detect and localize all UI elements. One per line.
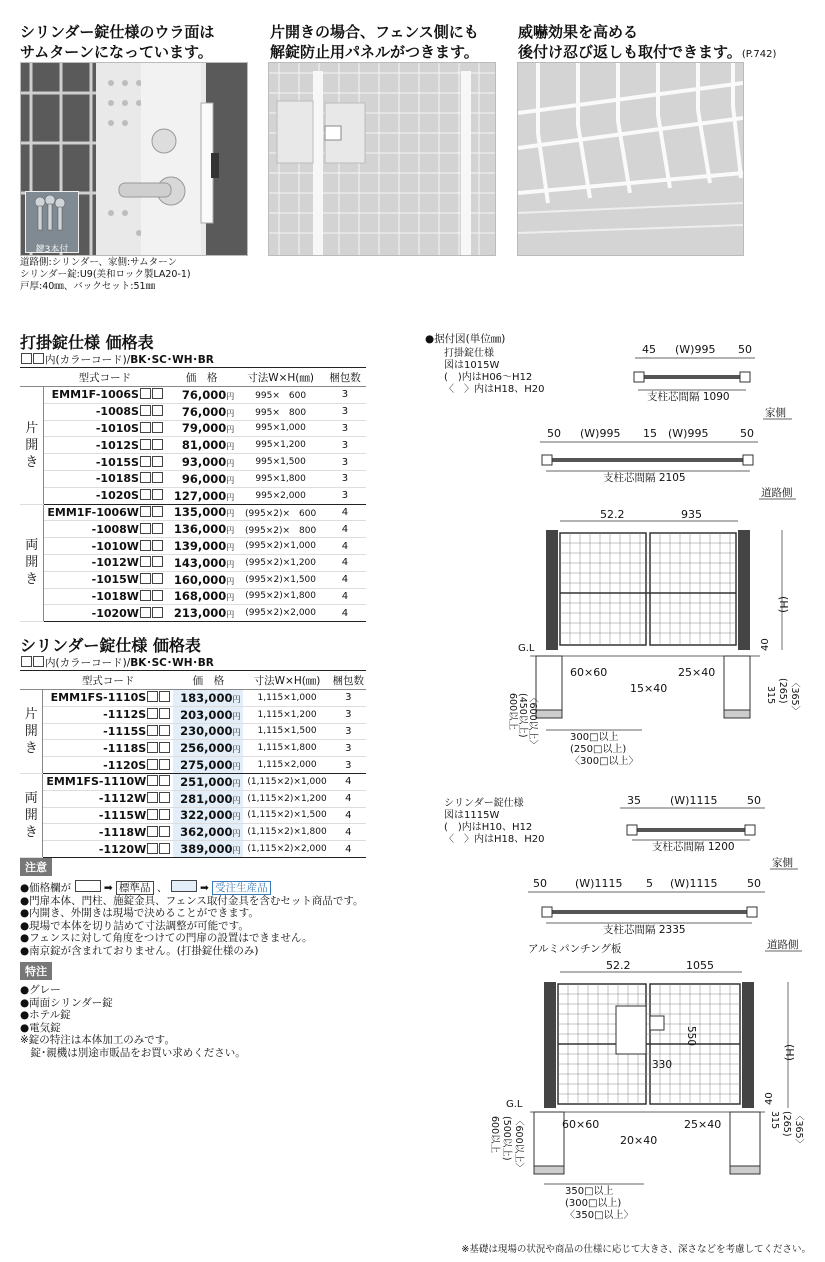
- table-row: [20, 504, 366, 521]
- table-row: [20, 824, 366, 841]
- price: 96,000円: [166, 470, 237, 487]
- size: 1,115×2,000: [243, 757, 330, 774]
- svg-text:35: 35: [627, 794, 641, 807]
- svg-text:〈350□以上〉: 〈350□以上〉: [565, 1210, 634, 1221]
- svg-text:5: 5: [646, 877, 653, 890]
- group-label: 両 開 き: [20, 504, 44, 622]
- svg-text:45: 45: [642, 343, 656, 356]
- model-code: EMM1F-1006S: [44, 387, 166, 404]
- svg-text:〈365〉: 〈365〉: [793, 1111, 804, 1149]
- price: 275,000円: [173, 757, 243, 774]
- pack-qty: 3: [331, 723, 366, 740]
- model-code: -1120S: [43, 757, 173, 774]
- price: 127,000円: [166, 487, 237, 504]
- size: (995×2)× 800: [237, 521, 324, 538]
- pack-qty: 3: [324, 437, 366, 454]
- anti-climb-illustration: [518, 63, 743, 255]
- note-item: ●フェンスに対して角度をつけての門扉の設置はできません。: [20, 932, 313, 944]
- svg-text:(W)995: (W)995: [668, 427, 709, 440]
- svg-text:550: 550: [685, 1026, 697, 1047]
- model-code: -1020S: [44, 487, 166, 504]
- table-row: [20, 420, 366, 437]
- table-row: [20, 387, 366, 404]
- svg-text:(W)1115: (W)1115: [670, 794, 718, 807]
- table-row: [20, 538, 366, 555]
- col-code: 型式コード: [44, 368, 166, 387]
- pack-qty: 4: [331, 824, 366, 841]
- model-code: -1008W: [44, 521, 166, 538]
- table-row: [20, 554, 366, 571]
- price: 76,000円: [166, 387, 237, 404]
- size: 995× 800: [237, 403, 324, 420]
- model-code: -1112S: [43, 706, 173, 723]
- svg-text:支柱芯間隔 1090: 支柱芯間隔 1090: [647, 391, 730, 403]
- model-code: -1118W: [43, 824, 173, 841]
- svg-text:52.2: 52.2: [600, 508, 625, 521]
- svg-text:〈600以上〉: 〈600以上〉: [527, 693, 538, 750]
- price: 230,000円: [173, 723, 243, 740]
- model-code: -1010W: [44, 538, 166, 555]
- size: (1,115×2)×1,200: [243, 790, 330, 807]
- svg-text:50: 50: [740, 427, 754, 440]
- svg-text:15: 15: [643, 427, 657, 440]
- svg-text:(H): (H): [777, 596, 790, 613]
- table-row: [20, 740, 366, 757]
- table-row: [20, 403, 366, 420]
- special-item: ●ホテル錠: [20, 1009, 71, 1021]
- col-code: 型式コード: [43, 671, 173, 690]
- photo-anti-climb: [517, 62, 744, 256]
- svg-text:50: 50: [747, 877, 761, 890]
- model-code: EMM1FS-1110S: [43, 690, 173, 707]
- table-row: [20, 437, 366, 454]
- model-code: -1015W: [44, 571, 166, 588]
- svg-text:(W)995: (W)995: [580, 427, 621, 440]
- svg-text:60×60: 60×60: [562, 1118, 600, 1131]
- price: 256,000円: [173, 740, 243, 757]
- price: 389,000円: [173, 841, 243, 858]
- group-label: 片 開 き: [20, 387, 44, 505]
- table-row: [20, 690, 366, 707]
- table-row: [20, 605, 366, 622]
- size: (1,115×2)×1,800: [243, 824, 330, 841]
- table-row: [20, 571, 366, 588]
- price: 281,000円: [173, 790, 243, 807]
- model-code: -1015S: [44, 454, 166, 471]
- notes-tag: 注意: [20, 858, 52, 876]
- svg-text:支柱芯間隔 2335: 支柱芯間隔 2335: [603, 924, 686, 936]
- svg-text:315: 315: [765, 686, 776, 705]
- svg-text:(300□以上): (300□以上): [565, 1198, 622, 1209]
- model-code: -1010S: [44, 420, 166, 437]
- svg-text:G.L: G.L: [518, 643, 535, 654]
- installation-diagram-latch: [420, 338, 820, 768]
- svg-text:40: 40: [764, 1092, 775, 1105]
- pack-qty: 3: [324, 454, 366, 471]
- price-table-latch: [20, 367, 366, 622]
- notes-legend: ●価格欄が ➡ 標準品 、 ➡ 受注生産品: [20, 880, 363, 895]
- special-footnote: 錠･親機は別途市販品をお買い求めください。: [20, 1046, 246, 1059]
- size: (995×2)×1,500: [237, 571, 324, 588]
- foundation-footnote: ※基礎は現場の状況や商品の仕様に応じて大きさ、深さなどを考慮してください。: [461, 1244, 811, 1255]
- svg-text:300□以上: 300□以上: [570, 732, 619, 743]
- photo3-caption: 威嚇効果を高める 後付け忍び返しも取付できます。(P.742): [518, 23, 777, 61]
- svg-text:支柱芯間隔 1200: 支柱芯間隔 1200: [652, 841, 735, 853]
- svg-text:600以上: 600以上: [489, 1116, 500, 1154]
- col-qty: 梱包数: [324, 368, 366, 387]
- size: 1,115×1,800: [243, 740, 330, 757]
- special-item: ●電気錠: [20, 1021, 61, 1034]
- svg-text:〈600以上〉: 〈600以上〉: [513, 1116, 524, 1173]
- size: (995×2)×2,000: [237, 605, 324, 622]
- svg-text:40: 40: [760, 638, 771, 651]
- price: 143,000円: [166, 554, 237, 571]
- size: (995×2)×1,800: [237, 588, 324, 605]
- model-code: -1120W: [43, 841, 173, 858]
- table-header-row: [20, 368, 366, 387]
- special-item: ●グレー: [20, 984, 61, 996]
- pack-qty: 4: [324, 538, 366, 555]
- svg-text:(H): (H): [783, 1044, 796, 1061]
- svg-text:(500以上): (500以上): [501, 1116, 512, 1161]
- svg-text:(250□以上): (250□以上): [570, 744, 627, 755]
- special-item: ●両面シリンダー錠: [20, 996, 113, 1009]
- price: 160,000円: [166, 571, 237, 588]
- svg-text:15×40: 15×40: [630, 682, 668, 695]
- pack-qty: 3: [331, 740, 366, 757]
- price: 183,000円: [173, 690, 243, 707]
- photo-single-gate: [268, 62, 496, 256]
- gate-photo-illustration: [269, 63, 495, 255]
- svg-text:935: 935: [681, 508, 702, 521]
- pack-qty: 3: [331, 706, 366, 723]
- svg-text:(W)1115: (W)1115: [575, 877, 623, 890]
- table-row: [20, 454, 366, 471]
- table-header-row: [20, 671, 366, 690]
- svg-text:家側: 家側: [765, 407, 786, 419]
- table-row: [20, 757, 366, 774]
- svg-text:50: 50: [533, 877, 547, 890]
- photo1-caption: シリンダー錠仕様のウラ面は サムターンになっています。: [20, 23, 215, 61]
- pack-qty: 4: [324, 521, 366, 538]
- model-code: -1018W: [44, 588, 166, 605]
- pack-qty: 3: [324, 470, 366, 487]
- pack-qty: 3: [331, 690, 366, 707]
- svg-text:(265): (265): [777, 678, 788, 704]
- pack-qty: 4: [331, 841, 366, 858]
- svg-text:50: 50: [747, 794, 761, 807]
- price: 213,000円: [166, 605, 237, 622]
- group-label: 片 開 き: [20, 690, 43, 774]
- table2-subtitle: 内(カラーコード)/BK･SC･WH･BR: [20, 655, 214, 670]
- price: 362,000円: [173, 824, 243, 841]
- svg-text:アルミパンチング板: アルミパンチング板: [528, 943, 622, 955]
- svg-text:52.2: 52.2: [606, 959, 631, 972]
- pack-qty: 3: [331, 757, 366, 774]
- size: (1,115×2)×1,500: [243, 807, 330, 824]
- pack-qty: 3: [324, 403, 366, 420]
- size: 995×1,800: [237, 470, 324, 487]
- model-code: EMM1FS-1110W: [43, 773, 173, 790]
- special-tag: 特注: [20, 962, 52, 980]
- table1-title: 打掛錠仕様 価格表: [20, 333, 154, 352]
- photo2-caption: 片開きの場合、フェンス側にも 解錠防止用パネルがつきます。: [270, 23, 479, 61]
- size: 1,115×1,000: [243, 690, 330, 707]
- svg-text:60×60: 60×60: [570, 666, 608, 679]
- installation-diagram-cylinder: [420, 786, 820, 1222]
- model-code: -1115S: [43, 723, 173, 740]
- model-code: -1018S: [44, 470, 166, 487]
- size: 1,115×1,500: [243, 723, 330, 740]
- note-item: ●南京錠が含まれておりません。(打掛錠仕様のみ): [20, 944, 259, 957]
- svg-text:G.L: G.L: [506, 1099, 523, 1110]
- col-price: 価 格: [173, 671, 243, 690]
- table-row: [20, 470, 366, 487]
- table1-subtitle: 内(カラーコード)/BK･SC･WH･BR: [20, 352, 214, 367]
- col-size: 寸法W×H(㎜): [243, 671, 330, 690]
- pack-qty: 4: [324, 588, 366, 605]
- svg-text:(W)1115: (W)1115: [670, 877, 718, 890]
- svg-text:1055: 1055: [686, 959, 714, 972]
- photo1-notes: 道路側:シリンダー、家側:サムターン シリンダー錠:U9(美和ロック製LA20-1) 戸厚:40㎜、バックセット:51㎜: [20, 257, 191, 292]
- model-code: -1112W: [43, 790, 173, 807]
- table-row: [20, 807, 366, 824]
- svg-text:25×40: 25×40: [678, 666, 716, 679]
- col-qty: 梱包数: [331, 671, 366, 690]
- pack-qty: 4: [331, 790, 366, 807]
- notes-section: [20, 856, 363, 1059]
- size: (995×2)× 600: [237, 504, 324, 521]
- model-code: -1118S: [43, 740, 173, 757]
- svg-text:道路側: 道路側: [761, 487, 793, 499]
- keys-icon: [26, 192, 78, 238]
- size: (1,115×2)×2,000: [243, 841, 330, 858]
- note-item: ●門扉本体、門柱、施錠金具、フェンス取付金具を含むセット商品です。: [20, 894, 364, 907]
- svg-text:50: 50: [547, 427, 561, 440]
- table-row: [20, 841, 366, 858]
- col-size: 寸法W×H(㎜): [237, 368, 324, 387]
- pack-qty: 4: [324, 504, 366, 521]
- table-row: [20, 521, 366, 538]
- size: (995×2)×1,000: [237, 538, 324, 555]
- size: 1,115×1,200: [243, 706, 330, 723]
- table-row: [20, 790, 366, 807]
- model-code: -1012S: [44, 437, 166, 454]
- svg-text:315: 315: [769, 1111, 780, 1130]
- model-code: EMM1F-1006W: [44, 504, 166, 521]
- group-label: 両 開 き: [20, 773, 43, 857]
- table-row: [20, 706, 366, 723]
- pack-qty: 4: [324, 571, 366, 588]
- svg-text:20×40: 20×40: [620, 1134, 658, 1147]
- diagram2-notes: シリンダー錠仕様 図は1115W ( )内はH10、H12 〈 〉内はH18、H20: [444, 798, 545, 845]
- table-row: [20, 588, 366, 605]
- svg-text:〈365〉: 〈365〉: [789, 678, 800, 716]
- pack-qty: 3: [324, 387, 366, 404]
- special-footnote: ※錠の特注は本体加工のみです。: [20, 1034, 175, 1046]
- svg-text:25×40: 25×40: [684, 1118, 722, 1131]
- size: (995×2)×1,200: [237, 554, 324, 571]
- note-item: ●現場で本体を切り詰めて寸法調整が可能です。: [20, 919, 249, 932]
- pack-qty: 4: [331, 807, 366, 824]
- table-row: [20, 723, 366, 740]
- price: 251,000円: [173, 773, 243, 790]
- price-table-cylinder: [20, 670, 366, 858]
- price: 139,000円: [166, 538, 237, 555]
- table-row: [20, 773, 366, 790]
- svg-text:350□以上: 350□以上: [565, 1186, 614, 1197]
- pack-qty: 3: [324, 420, 366, 437]
- pack-qty: 4: [324, 605, 366, 622]
- svg-text:50: 50: [738, 343, 752, 356]
- price: 136,000円: [166, 521, 237, 538]
- price: 79,000円: [166, 420, 237, 437]
- keys-inset: 鍵3本付: [25, 191, 79, 253]
- svg-text:600以上: 600以上: [507, 693, 518, 731]
- table2-title: シリンダー錠仕様 価格表: [20, 636, 201, 655]
- pack-qty: 4: [331, 773, 366, 790]
- price: 76,000円: [166, 403, 237, 420]
- size: (1,115×2)×1,000: [243, 773, 330, 790]
- diagram-heading: ●据付図(単位㎜): [425, 333, 506, 345]
- table-row: [20, 487, 366, 504]
- note-item: ●内開き、外開きは現場で決めることができます。: [20, 907, 259, 919]
- svg-text:支柱芯間隔 2105: 支柱芯間隔 2105: [603, 472, 686, 484]
- svg-text:(W)995: (W)995: [675, 343, 716, 356]
- svg-text:(450以上): (450以上): [517, 693, 528, 738]
- svg-text:家側: 家側: [772, 857, 793, 869]
- col-price: 価 格: [166, 368, 237, 387]
- price: 93,000円: [166, 454, 237, 471]
- size: 995×1,200: [237, 437, 324, 454]
- model-code: -1008S: [44, 403, 166, 420]
- size: 995×1,500: [237, 454, 324, 471]
- diagram1-notes: 打掛錠仕様 図は1015W ( )内はH06～H12 〈 〉内はH18、H20: [444, 348, 545, 395]
- svg-text:道路側: 道路側: [767, 939, 799, 951]
- model-code: -1012W: [44, 554, 166, 571]
- size: 995×2,000: [237, 487, 324, 504]
- price: 322,000円: [173, 807, 243, 824]
- svg-text:330: 330: [652, 1059, 673, 1071]
- svg-text:〈300□以上〉: 〈300□以上〉: [570, 756, 639, 767]
- price: 168,000円: [166, 588, 237, 605]
- price: 203,000円: [173, 706, 243, 723]
- svg-text:(265): (265): [781, 1111, 792, 1137]
- model-code: -1115W: [43, 807, 173, 824]
- model-code: -1020W: [44, 605, 166, 622]
- photo-cylinder-lock: [20, 62, 248, 256]
- price: 135,000円: [166, 504, 237, 521]
- pack-qty: 3: [324, 487, 366, 504]
- pack-qty: 4: [324, 554, 366, 571]
- size: 995×1,000: [237, 420, 324, 437]
- size: 995× 600: [237, 387, 324, 404]
- price: 81,000円: [166, 437, 237, 454]
